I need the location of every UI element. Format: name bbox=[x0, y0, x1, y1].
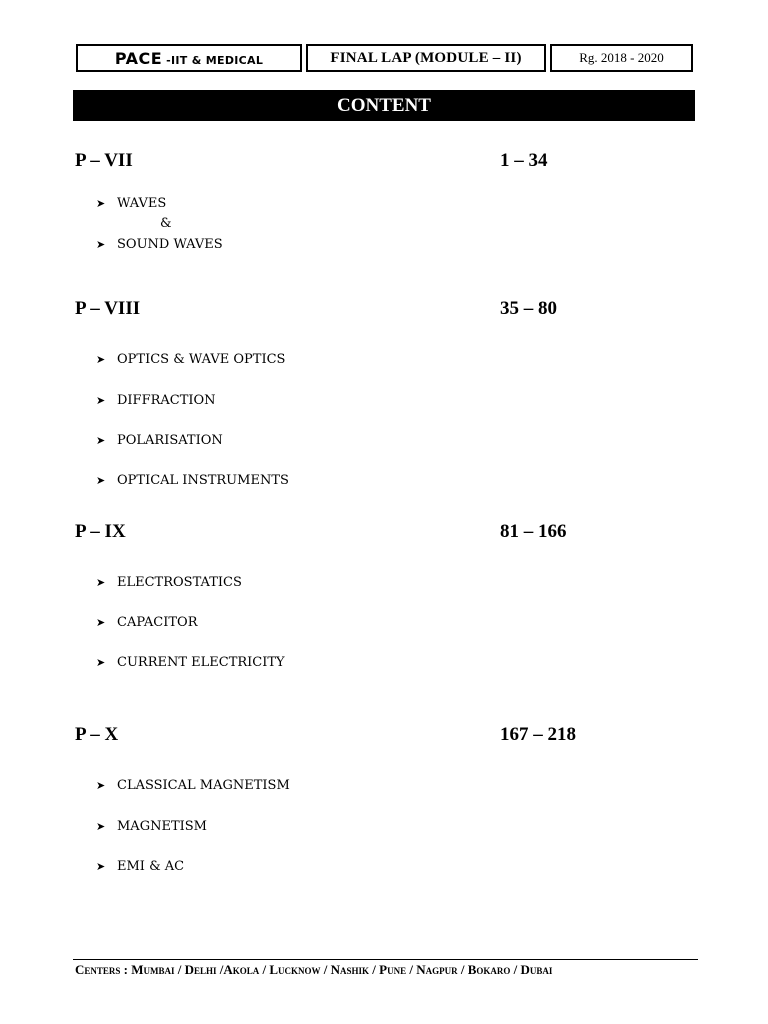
arrowhead-bullet-icon: ➤ bbox=[96, 474, 106, 487]
topic-label: OPTICAL INSTRUMENTS bbox=[117, 473, 289, 488]
arrowhead-bullet-icon: ➤ bbox=[96, 434, 106, 447]
arrowhead-bullet-icon: ➤ bbox=[96, 238, 106, 251]
logo-box bbox=[76, 44, 302, 72]
page-range: 81 – 166 bbox=[500, 521, 567, 542]
section-heading bbox=[75, 724, 635, 746]
list-item bbox=[96, 433, 223, 448]
arrowhead-bullet-icon: ➤ bbox=[96, 820, 106, 833]
section-heading bbox=[75, 150, 635, 172]
section-label: P – X bbox=[75, 724, 119, 745]
section-heading bbox=[75, 298, 635, 320]
list-item bbox=[96, 778, 290, 793]
section-heading bbox=[75, 521, 635, 543]
footer-divider bbox=[73, 959, 698, 960]
arrowhead-bullet-icon: ➤ bbox=[96, 656, 106, 669]
centers-footer: Centers : Mumbai / Delhi /Akola / Lucknow / Nashik / Pune / Nagpur / Bokaro / Dubai bbox=[75, 962, 553, 977]
ampersand-connector: & bbox=[160, 216, 172, 231]
topic-label: WAVES bbox=[117, 196, 167, 211]
arrowhead-bullet-icon: ➤ bbox=[96, 353, 106, 366]
arrowhead-bullet-icon: ➤ bbox=[96, 197, 106, 210]
list-item bbox=[96, 473, 289, 488]
arrowhead-bullet-icon: ➤ bbox=[96, 576, 106, 589]
arrowhead-bullet-icon: ➤ bbox=[96, 860, 106, 873]
list-item bbox=[96, 859, 184, 874]
list-item bbox=[96, 352, 285, 367]
logo-brand: PACE bbox=[114, 48, 163, 68]
batch-year: Rg. 2018 - 2020 bbox=[550, 44, 693, 72]
list-item bbox=[96, 237, 223, 252]
module-title: FINAL LAP (MODULE – II) bbox=[306, 44, 546, 72]
list-item bbox=[96, 393, 216, 408]
topic-label: SOUND WAVES bbox=[117, 237, 223, 252]
page-range: 1 – 34 bbox=[500, 150, 548, 171]
arrowhead-bullet-icon: ➤ bbox=[96, 779, 106, 792]
topic-label: MAGNETISM bbox=[117, 819, 207, 834]
section-label: P – VIII bbox=[75, 298, 141, 319]
topic-label: CLASSICAL MAGNETISM bbox=[117, 778, 290, 793]
topic-label: OPTICS & WAVE OPTICS bbox=[117, 352, 286, 367]
topic-label: POLARISATION bbox=[117, 433, 223, 448]
topic-label: ELECTROSTATICS bbox=[117, 575, 242, 590]
document-header bbox=[76, 44, 693, 72]
topic-label: CURRENT ELECTRICITY bbox=[117, 655, 285, 670]
list-item bbox=[96, 655, 285, 670]
topic-label: EMI & AC bbox=[117, 859, 185, 874]
topic-label: CAPACITOR bbox=[117, 615, 198, 630]
topic-label: DIFFRACTION bbox=[117, 393, 216, 408]
page-range: 35 – 80 bbox=[500, 298, 557, 319]
page-range: 167 – 218 bbox=[500, 724, 576, 745]
section-label: P – IX bbox=[75, 521, 126, 542]
logo-subtitle: -IIT & MEDICAL bbox=[166, 53, 264, 67]
list-item bbox=[96, 196, 166, 211]
list-item bbox=[96, 615, 197, 630]
arrowhead-bullet-icon: ➤ bbox=[96, 394, 106, 407]
section-label: P – VII bbox=[75, 150, 133, 171]
list-item bbox=[96, 819, 207, 834]
pace-logo bbox=[115, 49, 263, 68]
arrowhead-bullet-icon: ➤ bbox=[96, 616, 106, 629]
content-heading: CONTENT bbox=[73, 90, 695, 121]
list-item bbox=[96, 575, 242, 590]
